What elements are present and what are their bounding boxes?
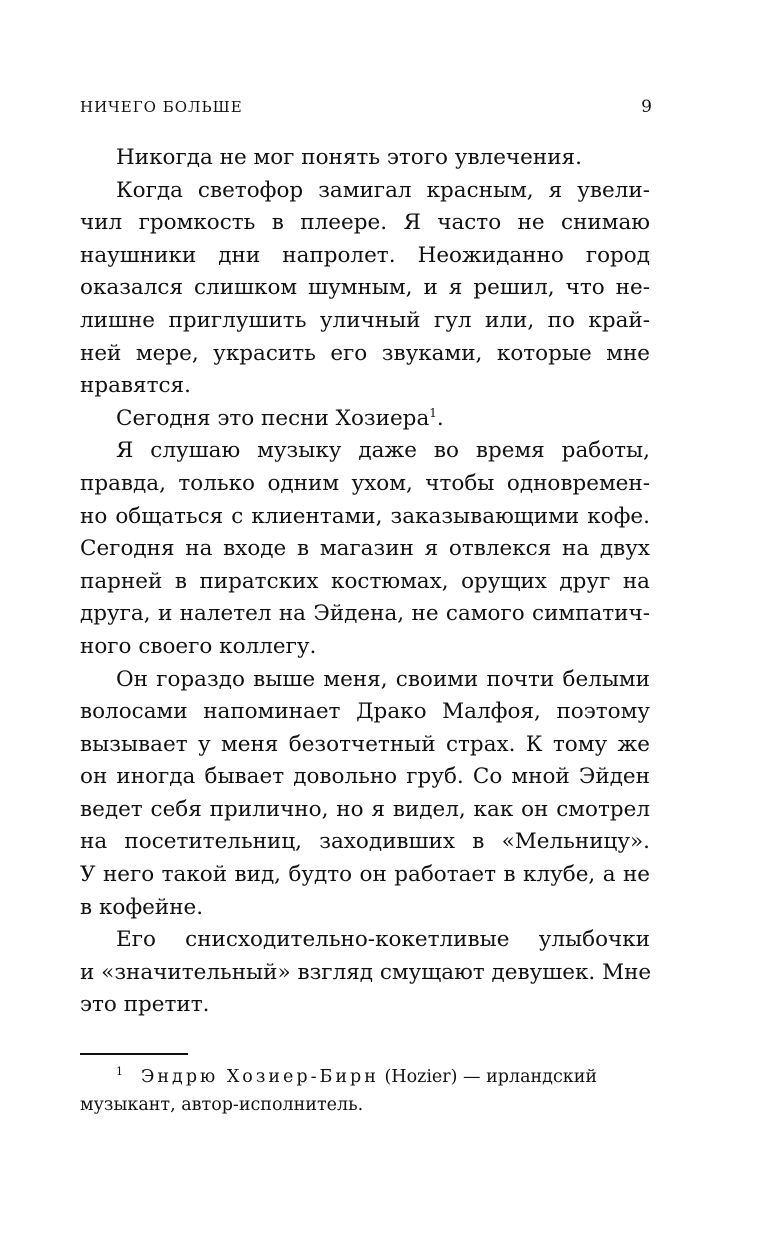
text-line: Я слушаю музыку даже во время работы,	[116, 438, 650, 464]
text-line: волосами напоминает Драко Малфоя, поэтому	[80, 699, 650, 725]
text-line: и «значительный» взгляд смущают девушек. Мне	[80, 959, 652, 985]
text-line: парней в пиратских костюмах, орущих друг на	[80, 568, 650, 594]
footnote-divider	[80, 1053, 188, 1055]
footnote-name: Эндрю Хозиер-Бирн	[141, 1067, 379, 1087]
text-line: правда, только одним ухом, чтобы одновремен-	[80, 470, 650, 496]
text-line: ней мере, украсить его звуками, которые мне	[80, 340, 650, 366]
paragraph-1	[80, 142, 650, 175]
text-line: вызывает у меня безотчетный страх. К тому же	[80, 731, 650, 757]
paragraph-3	[80, 403, 650, 436]
paragraph-4	[80, 435, 650, 663]
running-title: НИЧЕГО БОЛЬШЕ	[80, 98, 243, 116]
text-line: Никогда не мог понять этого увлечения.	[116, 145, 582, 170]
footnote-reference[interactable]: 1	[429, 405, 437, 420]
footnote	[80, 1063, 650, 1119]
body-text	[80, 142, 650, 1022]
text-line: на посетительниц, заходивших в «Мельницу».	[80, 829, 650, 855]
text-line: это претит.	[80, 992, 210, 1018]
footnote-text: (Hozier) — ирландский	[384, 1067, 598, 1087]
text-line: Он гораздо выше меня, своими почти белыми	[116, 666, 650, 692]
paragraph-5	[80, 664, 650, 925]
text-line	[80, 403, 650, 436]
paragraph-2	[80, 175, 650, 403]
footnote-mark: 1	[116, 1065, 123, 1079]
text-line: лишне приглушить уличный гул или, по край-	[80, 307, 650, 333]
text-line: ведет себя прилично, но я видел, как он смотрел	[80, 796, 650, 822]
text-run: Сегодня это песни Хозиера	[116, 405, 430, 431]
text-line: друга, и налетел на Эйдена, не самого симпатич-	[80, 601, 650, 627]
text-line: ного своего коллегу.	[80, 633, 317, 659]
text-line: Когда светофор замигал красным, я увели-	[116, 177, 650, 203]
text-line: в кофейне.	[80, 894, 204, 920]
text-line: но общаться с клиентами, заказывающими кофе.	[80, 503, 650, 529]
text-line: У него такой вид, будто он работает в клубе, а не	[80, 862, 650, 888]
text-line: нравятся.	[80, 373, 191, 399]
paragraph-6	[80, 924, 650, 1022]
text-line: Сегодня на входе в магазин я отвлекся на двух	[80, 536, 650, 562]
text-line: оказался слишком шумным, и я решил, что не-	[80, 275, 650, 301]
text-run: .	[436, 405, 444, 431]
text-line: чил громкость в плеере. Я часто не снимаю	[80, 210, 650, 236]
footnote-line	[80, 1063, 650, 1091]
footnote-line: музыкант, автор-исполнитель.	[80, 1095, 364, 1115]
text-line: он иногда бывает довольно груб. Со мной Эйден	[80, 764, 650, 790]
text-line: Его снисходительно-кокетливые улыбочки	[116, 927, 650, 953]
text-line: наушники дни напролет. Неожиданно город	[80, 242, 650, 268]
page-number: 9	[641, 97, 652, 117]
